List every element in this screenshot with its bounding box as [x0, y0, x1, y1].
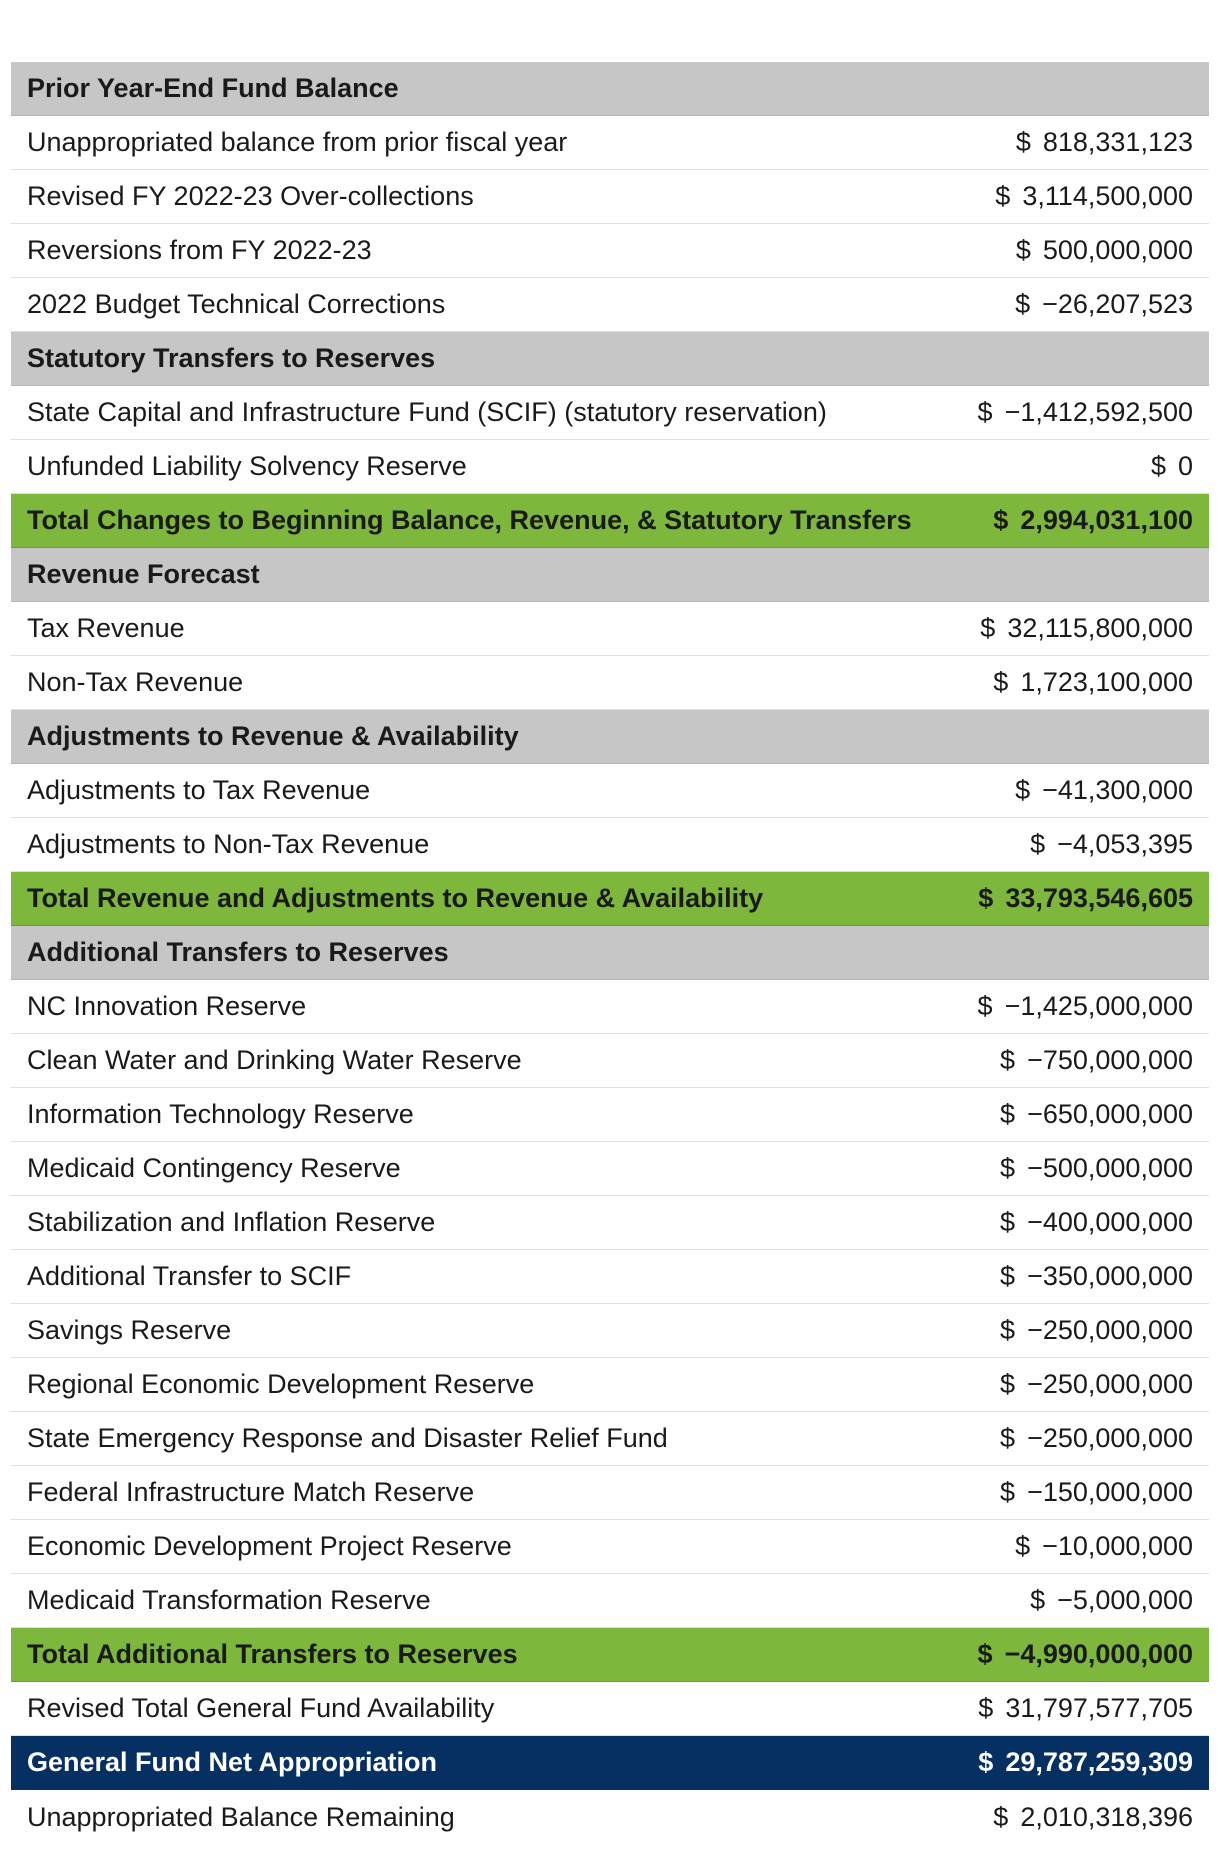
row-label: Adjustments to Revenue & Availability — [27, 721, 519, 751]
currency-symbol: $ — [1000, 1045, 1016, 1075]
row-amount — [980, 613, 1193, 644]
row-amount — [995, 181, 1193, 212]
row-label: Total Additional Transfers to Reserves — [27, 1639, 518, 1669]
row-label: Stabilization and Inflation Reserve — [27, 1207, 436, 1237]
currency-symbol: $ — [1015, 127, 1031, 157]
row-label: NC Innovation Reserve — [27, 991, 307, 1021]
row-label: Revised Total General Fund Availability — [27, 1693, 495, 1723]
table-row — [11, 1412, 1209, 1466]
row-amount — [1000, 1153, 1193, 1184]
section-header-row — [11, 710, 1209, 764]
table-row — [11, 116, 1209, 170]
row-amount — [1016, 235, 1193, 266]
net-appropriation-row — [11, 1736, 1209, 1790]
currency-symbol: $ — [1000, 1423, 1016, 1453]
amount-value: −400,000,000 — [1027, 1207, 1193, 1237]
table-row — [11, 656, 1209, 710]
row-label: Tax Revenue — [27, 613, 185, 643]
total-row — [11, 872, 1209, 926]
table-row — [11, 1682, 1209, 1736]
currency-symbol: $ — [977, 1639, 993, 1669]
currency-symbol: $ — [977, 397, 993, 427]
currency-symbol: $ — [1000, 1477, 1016, 1507]
row-label: Revenue Forecast — [27, 559, 260, 589]
row-amount — [1000, 1207, 1193, 1238]
currency-symbol: $ — [978, 883, 994, 913]
currency-symbol: $ — [978, 1693, 994, 1723]
amount-value: −1,425,000,000 — [1004, 991, 1193, 1021]
currency-symbol: $ — [993, 1801, 1009, 1832]
row-amount — [1000, 1261, 1193, 1292]
total-row — [11, 1628, 1209, 1682]
table-row — [11, 1088, 1209, 1142]
amount-value: −350,000,000 — [1027, 1261, 1193, 1291]
table-row — [11, 1250, 1209, 1304]
row-amount — [1030, 1585, 1193, 1616]
row-amount — [1030, 829, 1193, 860]
table-row — [11, 764, 1209, 818]
amount-value: −4,053,395 — [1057, 829, 1193, 859]
amount-value: 1,723,100,000 — [1020, 667, 1193, 697]
row-label: Regional Economic Development Reserve — [27, 1369, 535, 1399]
row-amount — [993, 505, 1193, 536]
row-amount — [1015, 289, 1193, 320]
row-label: Non-Tax Revenue — [27, 667, 244, 697]
amount-value: −10,000,000 — [1042, 1531, 1193, 1561]
amount-value: −250,000,000 — [1027, 1315, 1193, 1345]
total-row — [11, 494, 1209, 548]
currency-symbol: $ — [1000, 1099, 1016, 1129]
row-label: Medicaid Transformation Reserve — [27, 1585, 431, 1615]
section-header-row — [11, 926, 1209, 980]
section-header-row — [11, 62, 1209, 116]
row-amount — [978, 397, 1193, 428]
amount-value: 500,000,000 — [1042, 235, 1193, 265]
row-label: Economic Development Project Reserve — [27, 1531, 512, 1561]
currency-symbol: $ — [1000, 1369, 1016, 1399]
amount-value: 818,331,123 — [1042, 127, 1193, 157]
table-row — [11, 1034, 1209, 1088]
section-header-row — [11, 548, 1209, 602]
amount-value: −4,990,000,000 — [1004, 1639, 1193, 1669]
currency-symbol: $ — [1150, 451, 1166, 481]
row-label: Medicaid Contingency Reserve — [27, 1153, 401, 1183]
table-row — [11, 278, 1209, 332]
table-row — [11, 224, 1209, 278]
table-row — [11, 386, 1209, 440]
amount-value: −41,300,000 — [1042, 775, 1193, 805]
amount-value: 2,994,031,100 — [1020, 505, 1193, 535]
amount-value: 31,797,577,705 — [1005, 1693, 1193, 1723]
table-row — [11, 1790, 1209, 1844]
table-row — [11, 1466, 1209, 1520]
currency-symbol: $ — [993, 667, 1009, 697]
row-label: Savings Reserve — [27, 1315, 232, 1345]
row-amount — [993, 1802, 1193, 1833]
amount-value: −250,000,000 — [1027, 1423, 1193, 1453]
row-label: Statutory Transfers to Reserves — [27, 343, 436, 373]
row-label: Clean Water and Drinking Water Reserve — [27, 1045, 522, 1075]
currency-symbol: $ — [1015, 289, 1031, 319]
row-label: Information Technology Reserve — [27, 1099, 414, 1129]
amount-value: 0 — [1177, 451, 1193, 481]
row-label: Unappropriated balance from prior fiscal year — [27, 127, 568, 157]
table-row — [11, 1142, 1209, 1196]
currency-symbol: $ — [978, 1747, 994, 1777]
row-amount — [978, 883, 1193, 914]
amount-value: −1,412,592,500 — [1004, 397, 1193, 427]
row-label: Adjustments to Non-Tax Revenue — [27, 829, 430, 859]
currency-symbol: $ — [1030, 1585, 1046, 1615]
amount-value: 3,114,500,000 — [1022, 181, 1193, 211]
row-amount — [978, 1747, 1193, 1778]
row-label: Total Changes to Beginning Balance, Revenue, & Statutory Transfers — [27, 505, 912, 535]
row-label: State Capital and Infrastructure Fund (SCIF) (statutory reservation) — [27, 397, 827, 427]
table-row — [11, 440, 1209, 494]
table-row — [11, 818, 1209, 872]
row-label: Prior Year-End Fund Balance — [27, 73, 399, 103]
row-label: 2022 Budget Technical Corrections — [27, 289, 446, 319]
currency-symbol: $ — [1030, 829, 1046, 859]
row-label: General Fund Net Appropriation — [27, 1747, 438, 1777]
row-amount — [1015, 775, 1193, 806]
section-header-row — [11, 332, 1209, 386]
row-amount — [978, 991, 1193, 1022]
row-amount — [1000, 1423, 1193, 1454]
row-amount — [978, 1693, 1193, 1724]
table-row — [11, 980, 1209, 1034]
row-amount — [1151, 451, 1193, 482]
table-row — [11, 1520, 1209, 1574]
currency-symbol: $ — [993, 505, 1009, 535]
row-label: Adjustments to Tax Revenue — [27, 775, 371, 805]
table-row — [11, 1304, 1209, 1358]
amount-value: −750,000,000 — [1027, 1045, 1193, 1075]
amount-value: −150,000,000 — [1027, 1477, 1193, 1507]
row-label: Total Revenue and Adjustments to Revenue & Availability — [27, 883, 764, 913]
amount-value: −250,000,000 — [1027, 1369, 1193, 1399]
currency-symbol: $ — [995, 181, 1011, 211]
amount-value: 29,787,259,309 — [1005, 1747, 1193, 1777]
table-row — [11, 1196, 1209, 1250]
amount-value: 32,115,800,000 — [1007, 613, 1193, 643]
currency-symbol: $ — [1015, 235, 1031, 265]
currency-symbol: $ — [1000, 1207, 1016, 1237]
row-amount — [1000, 1045, 1193, 1076]
table-row — [11, 170, 1209, 224]
row-amount — [1000, 1369, 1193, 1400]
currency-symbol: $ — [1015, 775, 1031, 805]
amount-value: −26,207,523 — [1042, 289, 1193, 319]
budget-table — [11, 62, 1209, 1844]
currency-symbol: $ — [1000, 1261, 1016, 1291]
amount-value: −5,000,000 — [1057, 1585, 1193, 1615]
table-row — [11, 1358, 1209, 1412]
row-amount — [1000, 1477, 1193, 1508]
row-amount — [1000, 1315, 1193, 1346]
amount-value: 2,010,318,396 — [1020, 1801, 1193, 1832]
row-amount — [1000, 1099, 1193, 1130]
currency-symbol: $ — [1000, 1315, 1016, 1345]
row-label: Unappropriated Balance Remaining — [27, 1801, 455, 1832]
currency-symbol: $ — [977, 991, 993, 1021]
currency-symbol: $ — [1000, 1153, 1016, 1183]
row-amount — [993, 667, 1193, 698]
row-label: Revised FY 2022-23 Over-collections — [27, 181, 474, 211]
row-amount — [1016, 127, 1193, 158]
row-label: Reversions from FY 2022-23 — [27, 235, 372, 265]
row-label: Federal Infrastructure Match Reserve — [27, 1477, 475, 1507]
currency-symbol: $ — [1015, 1531, 1031, 1561]
currency-symbol: $ — [980, 613, 996, 643]
amount-value: 33,793,546,605 — [1005, 883, 1193, 913]
row-amount — [1015, 1531, 1193, 1562]
row-amount — [978, 1639, 1193, 1670]
row-label: Unfunded Liability Solvency Reserve — [27, 451, 467, 481]
table-row — [11, 1574, 1209, 1628]
amount-value: −500,000,000 — [1027, 1153, 1193, 1183]
table-row — [11, 602, 1209, 656]
row-label: Additional Transfer to SCIF — [27, 1261, 352, 1291]
row-label: Additional Transfers to Reserves — [27, 937, 449, 967]
amount-value: −650,000,000 — [1027, 1099, 1193, 1129]
row-label: State Emergency Response and Disaster Relief Fund — [27, 1423, 668, 1453]
